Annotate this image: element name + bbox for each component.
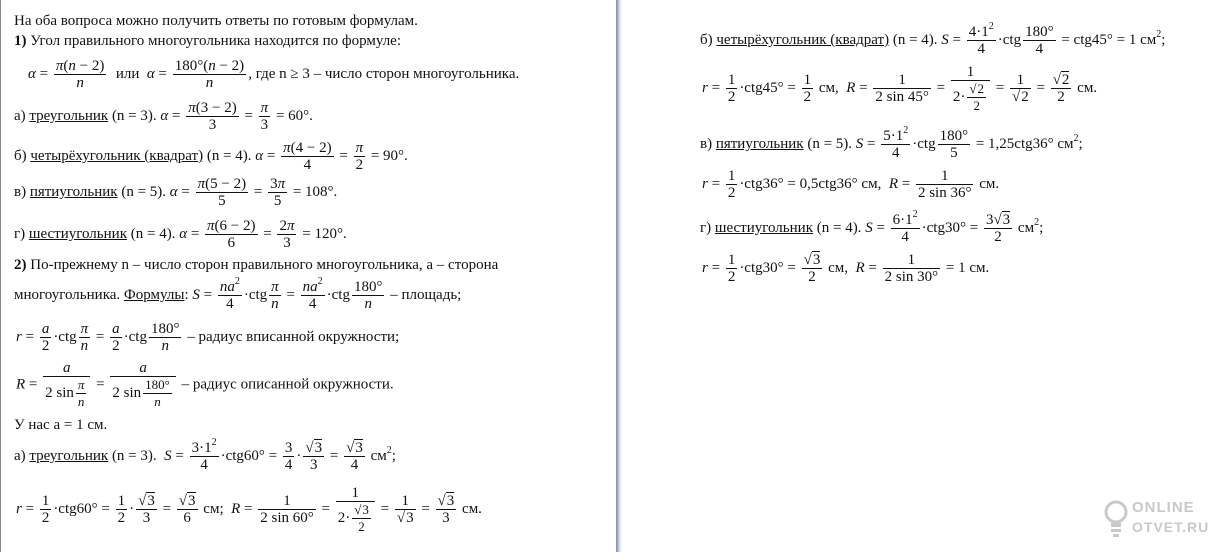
triangle-radii-line: r = $\frac{1}{2}$ ·ctg60° = $\frac{1}{2}$ · $\frac{√3}{3}$ = $\frac{√3}{6}$ см; R = $\frac{1}{2 \sin 60^\circ}$ = 1 2· $\frac{√3}{2}$ = $\frac{1}{√3}$ = $\frac{√3}{3}$ см. [16,484,482,534]
square-radii-line: r = $\frac{1}{2}$ ·ctg45° = $\frac{1}{2}$ см, R = $\frac{1}{2 \sin 45^\circ}$ = 1 2· $\frac{√2}{2}$ = $\frac{1}{√2}$ = $\frac{√2}{2}$ см. [702,63,1098,113]
page-edge [0,0,1,552]
lightbulb-icon [1104,499,1128,539]
triangle-area-line: а) треугольник (n = 3). S = $\frac{3\cdot 1^2}{4}$ ·ctg60° = $\frac{3}{4}$ · $\frac{√3}{3}$ = $\frac{√3}{4}$ $см^2$; [14,437,396,474]
square-angle-line: б) четырёхугольник (квадрат) (n = 4). α = $\frac{\pi(4 - 2)}{4}$ = $\frac{\pi}{2}$ = 90°. [14,140,408,174]
hexagon-angle-line: г) шестиугольник (n = 4). α = $\frac{\pi(6 - 2)}{6}$ = $\frac{2\pi}{3}$ = 120°. [14,218,347,252]
question-2-heading: 2) По-прежнему n – число сторон правильного многоугольника, a – сторона [14,257,499,273]
question-1-heading: 1) Угол правильного многоугольника находится по формуле: [14,33,402,49]
watermark-line-1: ONLINE [1132,499,1195,516]
hexagon-area-line: г) шестиугольник (n = 4). S = $\frac{6\cdot 1^2}{4}$ ·ctg30° = $\frac{3√3}{2}$ $см^2$; [700,209,1044,246]
given-side: У нас a = 1 см. [14,417,108,433]
page-divider [616,0,622,552]
triangle-angle-line: а) треугольник (n = 3). α = $\frac{\pi(3 - 2)}{3}$ = $\frac{\pi}{3}$ = 60°. [14,100,313,134]
pentagon-area-line: в) пятиугольник (n = 5). S = $\frac{5\cdot 1^2}{4}$ ·ctg $\frac{180^\circ}{5}$ = 1,25ctg36° $см^2$; [700,125,1083,162]
inradius-formula-line: r = $\frac{a}{2}$ ·ctg $\frac{\pi}{n}$ = $\frac{a}{2}$ ·ctg $\frac{180^\circ}{n}$ – радиус вписанной окружности; [16,321,400,355]
circumradius-formula-line: R = a 2 sin $\frac{\pi}{n}$ = a 2 sin $\frac{180^\circ}{n}$ – радиус описанной окружности. [16,360,394,409]
intro-text: На оба вопроса можно получить ответы по готовым формулам. [14,13,418,29]
square-area-line: б) четырёхугольник (квадрат) (n = 4). S = $\frac{4\cdot 1^2}{4}$ ·ctg $\frac{180^\circ}{4}$ = ctg45° = 1 $см^2$; [700,21,1166,58]
hexagon-radii-line: r = $\frac{1}{2}$ ·ctg30° = $\frac{√3}{2}$ см, R = $\frac{1}{2 \sin 30^\circ}$ = 1 см. [702,252,990,286]
area-formula-line: многоугольника. Формулы: S = $\frac{na^2}{4}$ ·ctg $\frac{\pi}{n}$ = $\frac{na^2}{4}$ ·ctg $\frac{180^\circ}{n}$ – площадь; [14,276,462,313]
watermark [1104,493,1209,547]
pentagon-radii-line: r = $\frac{1}{2}$ ·ctg36° = 0,5ctg36° см, R = $\frac{1}{2 \sin 36^\circ}$ см. [702,168,1000,202]
watermark-line-2: OTVET.RU [1132,519,1209,535]
pentagon-angle-line: в) пятиугольник (n = 5). α = $\frac{\pi(5 - 2)}{5}$ = $\frac{3\pi}{5}$ = 108°. [14,176,338,210]
angle-formula: α = $\frac{\pi(n - 2)}{n}$ или α = $\frac{180^\circ(n - 2)}{n}$ , где n ≥ 3 – число сторон многоугольника. [28,58,520,92]
